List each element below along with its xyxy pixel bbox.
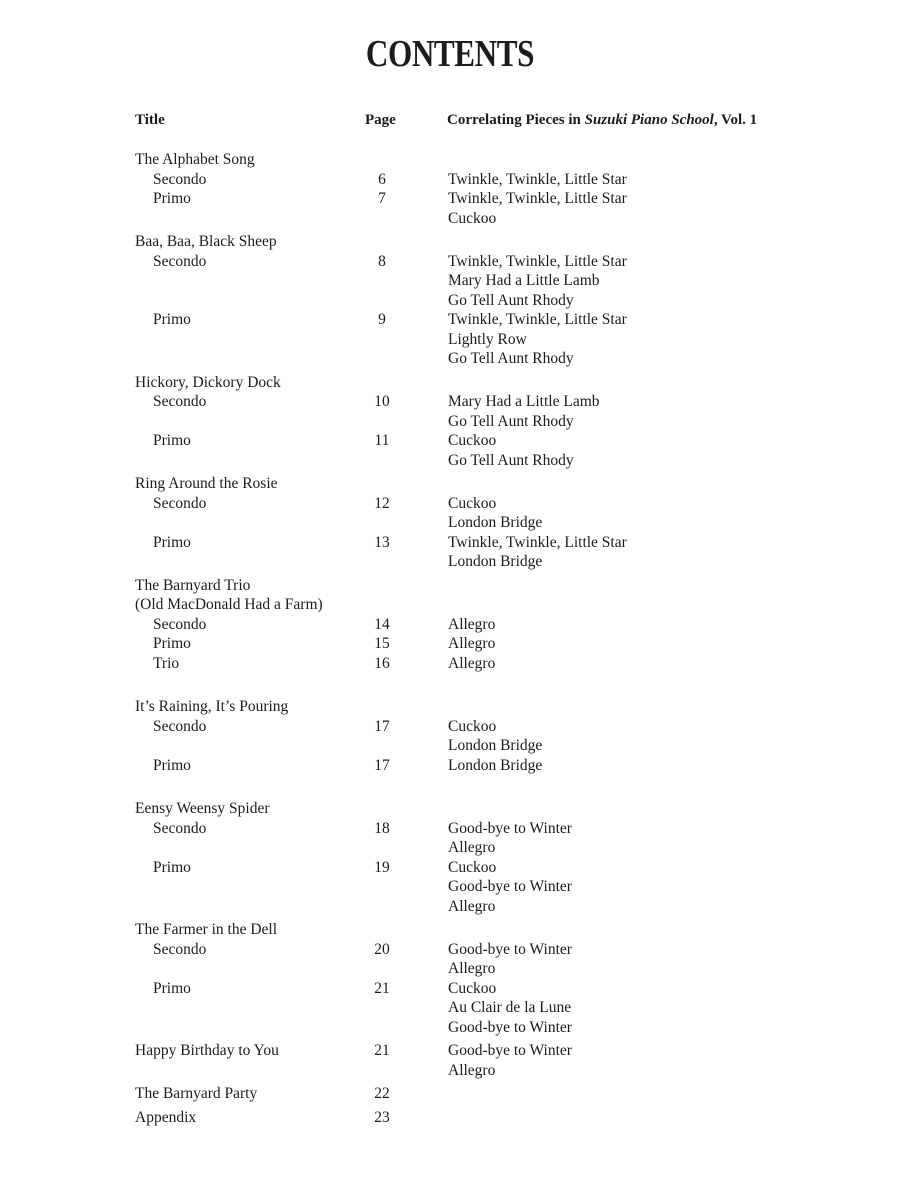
correlating-piece-empty: [448, 697, 835, 717]
part-name: Secondo: [153, 717, 207, 735]
toc-line: [135, 431, 835, 451]
page-number-cell: [365, 494, 448, 514]
column-header-correlating: [447, 112, 757, 129]
toc-line: [135, 330, 835, 350]
correlating-piece: London Bridge: [448, 756, 543, 774]
toc-line: [135, 1108, 835, 1128]
page-number-cell: [365, 1061, 448, 1081]
toc-line: [135, 494, 835, 514]
part-name-empty: [135, 271, 365, 291]
toc-line: [135, 513, 835, 533]
page-number-cell: [365, 634, 448, 654]
correlating-piece: Good-bye to Winter: [448, 1042, 572, 1059]
toc-line: [135, 1041, 835, 1061]
song-title: Eensy Weensy Spider: [135, 800, 270, 817]
correlating-piece: Cuckoo: [448, 717, 497, 735]
part-name: Secondo: [153, 393, 207, 410]
toc-entry: [135, 474, 835, 572]
part-name-empty: [135, 838, 365, 858]
part-name: Primo: [153, 432, 191, 449]
page-number-cell: [365, 552, 448, 572]
toc-line: [135, 877, 835, 897]
page-number: 8: [378, 252, 386, 270]
toc-line: [135, 1061, 835, 1081]
page-number-cell: [365, 697, 448, 717]
page-number-cell: [365, 412, 448, 432]
part-name-empty: [135, 998, 365, 1018]
page-number-cell: [365, 451, 448, 471]
correlating-piece: [448, 1108, 835, 1128]
toc-line: [135, 150, 835, 170]
song-title: The Barnyard Party: [135, 1085, 258, 1102]
part-name: Secondo: [153, 819, 207, 837]
song-title: The Farmer in the Dell: [135, 921, 278, 938]
page-number: 17: [374, 717, 390, 735]
page-number-cell: [365, 533, 448, 553]
page-number: 23: [374, 1108, 390, 1126]
correlating-piece: Good-bye to Winter: [448, 819, 572, 837]
part-name: Secondo: [153, 940, 207, 958]
correlating-piece: Allegro: [448, 839, 496, 856]
entry-spacer: [135, 673, 835, 697]
correlating-piece: [448, 1084, 835, 1104]
part-name: Primo: [153, 858, 191, 876]
toc-entry: [135, 1108, 835, 1128]
page-number-cell: [365, 819, 448, 839]
page-number-cell: [365, 756, 448, 776]
toc-line: [135, 979, 835, 999]
toc-entry: [135, 799, 835, 916]
toc-line: [135, 940, 835, 960]
part-name: Secondo: [153, 252, 207, 270]
correlating-piece: Cuckoo: [448, 494, 497, 512]
toc-line: [135, 697, 835, 717]
page-number: 19: [374, 858, 390, 876]
correlating-piece: Allegro: [448, 960, 496, 977]
toc-line: [135, 654, 835, 674]
correlating-piece: Cuckoo: [448, 979, 497, 997]
part-name: Secondo: [153, 494, 207, 512]
part-name-empty: [135, 552, 365, 572]
page-number: 6: [378, 170, 386, 188]
toc-entry: [135, 1041, 835, 1080]
toc-line: [135, 897, 835, 917]
correlating-piece: Lightly Row: [448, 330, 527, 348]
page-number-cell: [365, 474, 448, 494]
page-number-cell: [365, 189, 448, 209]
part-name: Primo: [153, 979, 191, 997]
page-number: 18: [374, 819, 390, 837]
page-number-cell: [365, 877, 448, 897]
page-number-cell: [365, 897, 448, 917]
correlating-piece: Allegro: [448, 1061, 496, 1079]
part-name-empty: [135, 412, 365, 432]
toc-line: [135, 291, 835, 311]
page-number: 9: [378, 311, 386, 328]
toc-line: [135, 576, 835, 596]
toc-line: [135, 819, 835, 839]
correlating-piece: Allegro: [448, 897, 496, 915]
toc-line: [135, 170, 835, 190]
page-number-cell: [365, 349, 448, 369]
correlating-piece-empty: [448, 474, 835, 494]
page-number-cell: [365, 330, 448, 350]
toc-line: [135, 998, 835, 1018]
page-number-cell: [365, 1041, 448, 1061]
page-number: 21: [374, 1042, 390, 1059]
toc-line: [135, 634, 835, 654]
toc-line: [135, 615, 835, 635]
correlating-piece: Mary Had a Little Lamb: [448, 393, 600, 410]
correlating-piece: Twinkle, Twinkle, Little Star: [448, 170, 627, 188]
correlating-piece: London Bridge: [448, 737, 543, 754]
song-subtitle: (Old MacDonald Had a Farm): [135, 596, 323, 613]
page-number-cell: [365, 1108, 448, 1128]
song-title: Ring Around the Rosie: [135, 475, 278, 492]
page-number: 13: [374, 533, 390, 551]
correlating-piece: Cuckoo: [448, 209, 497, 227]
part-name-empty: [135, 209, 365, 229]
toc-line: [135, 920, 835, 940]
correlating-piece-empty: [448, 799, 835, 819]
page-number-cell: [365, 736, 448, 756]
page-number: 17: [374, 756, 390, 774]
part-name: Primo: [153, 756, 191, 774]
toc-line: [135, 533, 835, 553]
correlating-piece: Au Clair de la Lune: [448, 999, 572, 1016]
song-title: Baa, Baa, Black Sheep: [135, 233, 277, 250]
song-title: Appendix: [135, 1108, 197, 1126]
part-name: Primo: [153, 635, 191, 652]
correlating-piece-empty: [448, 150, 835, 170]
correlating-piece: Allegro: [448, 615, 496, 633]
part-name: Primo: [153, 533, 191, 551]
toc-line: [135, 349, 835, 369]
toc-line: [135, 373, 835, 393]
page-number-cell: [365, 150, 448, 170]
part-name: Secondo: [153, 170, 207, 188]
toc-line: [135, 271, 835, 291]
page-number-cell: [365, 513, 448, 533]
toc-line: [135, 717, 835, 737]
correlating-piece: Twinkle, Twinkle, Little Star: [448, 533, 627, 551]
toc-entry: [135, 150, 835, 228]
correlating-piece-empty: [448, 920, 835, 940]
song-title: It’s Raining, It’s Pouring: [135, 698, 289, 715]
page-number-cell: [365, 232, 448, 252]
correlating-piece-empty: [448, 595, 835, 615]
toc-line: [135, 412, 835, 432]
page-number-cell: [365, 799, 448, 819]
toc-entry: [135, 576, 835, 674]
correlating-piece: Go Tell Aunt Rhody: [448, 451, 574, 469]
toc-entry: [135, 232, 835, 369]
contents-list: [135, 150, 835, 1131]
correlating-piece: Cuckoo: [448, 432, 497, 449]
page-number-cell: [365, 595, 448, 615]
page-number-cell: [365, 959, 448, 979]
toc-line: [135, 232, 835, 252]
part-name: Primo: [153, 190, 191, 207]
page-number-cell: [365, 998, 448, 1018]
page-number-cell: [365, 310, 448, 330]
page-number-cell: [365, 170, 448, 190]
toc-entry: [135, 373, 835, 471]
page-number-cell: [365, 920, 448, 940]
song-title: The Alphabet Song: [135, 151, 255, 168]
toc-line: [135, 189, 835, 209]
page-number-cell: [365, 252, 448, 272]
correlating-piece: Allegro: [448, 635, 496, 652]
column-header-page: Page: [365, 112, 396, 128]
entry-spacer: [135, 775, 835, 799]
toc-line: [135, 209, 835, 229]
page-number-cell: [365, 838, 448, 858]
page-title: CONTENTS: [365, 33, 535, 75]
toc-entry: [135, 1084, 835, 1104]
toc-line: [135, 474, 835, 494]
part-name: Primo: [153, 311, 191, 328]
part-name-empty: [135, 513, 365, 533]
page-number-cell: [365, 717, 448, 737]
page-number-cell: [365, 654, 448, 674]
page-number-cell: [365, 1084, 448, 1104]
toc-line: [135, 858, 835, 878]
page-number: 15: [374, 635, 390, 652]
page-number: 10: [374, 393, 390, 410]
page-number-cell: [365, 392, 448, 412]
correlating-piece: Twinkle, Twinkle, Little Star: [448, 252, 627, 270]
toc-entry: [135, 920, 835, 1037]
song-title: The Barnyard Trio: [135, 576, 251, 594]
page-number-cell: [365, 291, 448, 311]
page-number: 16: [374, 654, 390, 672]
page-number-cell: [365, 858, 448, 878]
page-number: 22: [374, 1085, 390, 1102]
correlating-piece-empty: [448, 373, 835, 393]
correlating-piece: Go Tell Aunt Rhody: [448, 412, 574, 430]
toc-line: [135, 595, 835, 615]
toc-line: [135, 392, 835, 412]
toc-line: [135, 736, 835, 756]
part-name-empty: [135, 897, 365, 917]
correlating-book-title: Suzuki Piano School: [584, 112, 714, 128]
page-number-cell: [365, 373, 448, 393]
part-name-empty: [135, 330, 365, 350]
part-name-empty: [135, 877, 365, 897]
page-number-cell: [365, 209, 448, 229]
column-header-title: Title: [135, 112, 165, 128]
page-number-cell: [365, 576, 448, 596]
part-name-empty: [135, 736, 365, 756]
correlating-piece: Cuckoo: [448, 858, 497, 876]
page-number-cell: [365, 431, 448, 451]
toc-line: [135, 1018, 835, 1038]
part-name-empty: [135, 959, 365, 979]
toc-line: [135, 838, 835, 858]
page-number: 14: [374, 615, 390, 633]
page-number: 7: [378, 190, 386, 207]
correlating-prefix: Correlating Pieces in: [447, 112, 585, 128]
part-name: Secondo: [153, 615, 207, 633]
correlating-piece: Twinkle, Twinkle, Little Star: [448, 190, 627, 207]
page-number-cell: [365, 979, 448, 999]
correlating-piece: Good-bye to Winter: [448, 1018, 572, 1036]
part-name: Trio: [153, 654, 180, 672]
correlating-piece: London Bridge: [448, 514, 543, 531]
song-title: Hickory, Dickory Dock: [135, 373, 281, 391]
correlating-piece: London Bridge: [448, 553, 543, 570]
correlating-piece: Good-bye to Winter: [448, 878, 572, 895]
toc-line: [135, 799, 835, 819]
page-number: 12: [374, 494, 390, 512]
toc-line: [135, 959, 835, 979]
correlating-piece: Allegro: [448, 654, 496, 672]
correlating-piece: Twinkle, Twinkle, Little Star: [448, 311, 627, 328]
page-number: 11: [374, 432, 390, 449]
part-name-empty: [135, 451, 365, 471]
part-name-empty: [135, 349, 365, 369]
part-name-empty: [135, 291, 365, 311]
correlating-piece-empty: [448, 576, 835, 596]
correlating-piece-empty: [448, 232, 835, 252]
page-number: 21: [374, 979, 390, 997]
entry-spacer: [135, 1127, 835, 1131]
toc-line: [135, 252, 835, 272]
page-number-cell: [365, 940, 448, 960]
toc-line: [135, 451, 835, 471]
toc-line: [135, 1084, 835, 1104]
correlating-suffix: , Vol. 1: [713, 112, 758, 128]
correlating-piece: Mary Had a Little Lamb: [448, 272, 600, 289]
toc-entry: [135, 697, 835, 775]
correlating-piece: Go Tell Aunt Rhody: [448, 291, 574, 309]
part-name-empty: [135, 1018, 365, 1038]
correlating-piece: Good-bye to Winter: [448, 940, 572, 958]
toc-line: [135, 310, 835, 330]
page-number-cell: [365, 271, 448, 291]
song-title-empty: [135, 1061, 365, 1081]
page-number: 20: [374, 940, 390, 958]
page-number-cell: [365, 615, 448, 635]
toc-line: [135, 552, 835, 572]
song-title: Happy Birthday to You: [135, 1042, 279, 1059]
page-number-cell: [365, 1018, 448, 1038]
toc-line: [135, 756, 835, 776]
correlating-piece: Go Tell Aunt Rhody: [448, 350, 574, 367]
